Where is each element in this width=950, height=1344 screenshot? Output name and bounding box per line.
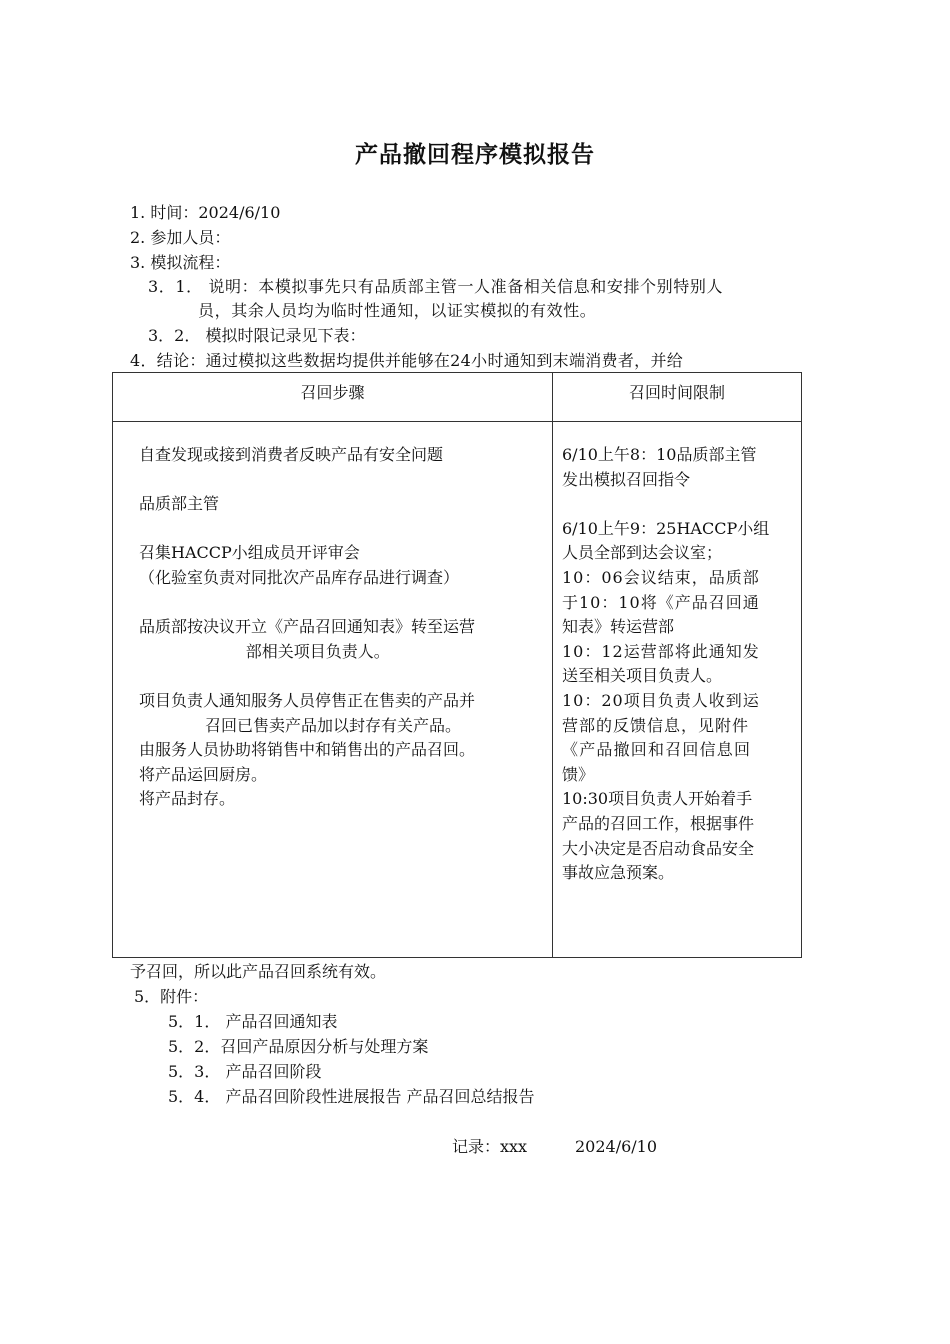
footer-recorder: 记录：xxx	[452, 1137, 528, 1156]
step-line: 自查发现或接到消费者反映产品有安全问题	[139, 445, 444, 464]
time-line: 10：06会议结束，品质部	[562, 567, 760, 587]
time-line: 送至相关项目负责人。	[562, 666, 723, 686]
item-note-line1: 3．1． 说明：本模拟事先只有品质部主管一人准备相关信息和安排个别特别人	[148, 277, 724, 296]
time-line: 大小决定是否启动食品安全	[562, 838, 755, 858]
time-line: 6/10上午9：25HACCP小组	[562, 518, 770, 538]
step-line: 品质部按决议开立《产品召回通知表》转至运营	[139, 617, 476, 637]
attachment-item: 5．3． 产品召回阶段	[168, 1062, 322, 1081]
item-conclusion-line2: 予召回，所以此产品召回系统有效。	[130, 962, 387, 981]
table-header-time-limit: 召回时间限制	[628, 383, 725, 402]
step-line: 项目负责人通知服务人员停售正在售卖的产品并	[139, 690, 476, 710]
time-line: 知表》转运营部	[562, 617, 675, 637]
attachment-item: 5．1． 产品召回通知表	[168, 1012, 338, 1031]
item-time: 1. 时间：2024/6/10	[130, 203, 281, 222]
step-line: （化验室负责对同批次产品库存品进行调查）	[139, 567, 460, 587]
table-header-divider	[113, 421, 801, 422]
item-process: 3. 模拟流程：	[130, 253, 231, 272]
table-header-steps: 召回步骤	[300, 383, 365, 402]
step-line: 将产品运回厨房。	[139, 764, 268, 784]
time-line: 馈》	[562, 764, 595, 784]
item-record: 3．2． 模拟时限记录见下表：	[148, 326, 366, 345]
time-line: 发出模拟召回指令	[562, 469, 691, 489]
report-title: 产品撤回程序模拟报告	[355, 142, 595, 168]
item-conclusion-line1: 4．结论：通过模拟这些数据均提供并能够在24小时通知到末端消费者，并给	[130, 351, 684, 370]
step-line: 部相关项目负责人。	[205, 641, 390, 661]
time-line: 10：20项目负责人收到运	[562, 690, 760, 710]
attachment-item: 5．2．召回产品原因分析与处理方案	[168, 1037, 429, 1056]
steps-column	[139, 443, 549, 812]
time-line: 于10：10将《产品召回通	[562, 592, 760, 612]
item-note-line2: 员，其余人员均为临时性通知，以证实模拟的有效性。	[198, 301, 597, 320]
time-line: 人员全部到达会议室；	[562, 543, 723, 563]
table-column-divider	[552, 373, 553, 957]
time-line	[562, 492, 794, 517]
step-line	[139, 517, 549, 542]
time-line: 产品的召回工作，根据事件	[562, 813, 755, 833]
time-limits-column	[562, 443, 794, 886]
time-line: 事故应急预案。	[562, 863, 675, 883]
attachments-label: 5．附件：	[134, 987, 209, 1006]
step-line: 召回已售卖产品加以封存有关产品。	[205, 715, 462, 735]
step-line: 将产品封存。	[139, 789, 236, 809]
attachment-item: 5．4． 产品召回阶段性进展报告 产品召回总结报告	[168, 1087, 535, 1106]
step-line: 召集HACCP小组成员开评审会	[139, 543, 360, 563]
step-line: 由服务人员协助将销售中和销售出的产品召回。	[139, 740, 476, 760]
time-line: 营部的反馈信息，见附件	[562, 715, 750, 735]
time-line: 6/10上午8：10品质部主管	[562, 445, 757, 464]
recall-timeline-table	[112, 372, 802, 958]
time-line: 10：12运营部将此通知发	[562, 641, 760, 661]
step-line: 品质部主管	[139, 494, 220, 514]
step-line	[139, 468, 549, 493]
step-line	[139, 591, 549, 616]
item-participants: 2. 参加人员：	[130, 228, 231, 247]
step-line	[139, 664, 549, 689]
time-line: 《产品撤回和召回信息回	[562, 740, 752, 760]
time-line: 10:30项目负责人开始着手	[562, 789, 753, 809]
footer-date: 2024/6/10	[575, 1137, 658, 1156]
